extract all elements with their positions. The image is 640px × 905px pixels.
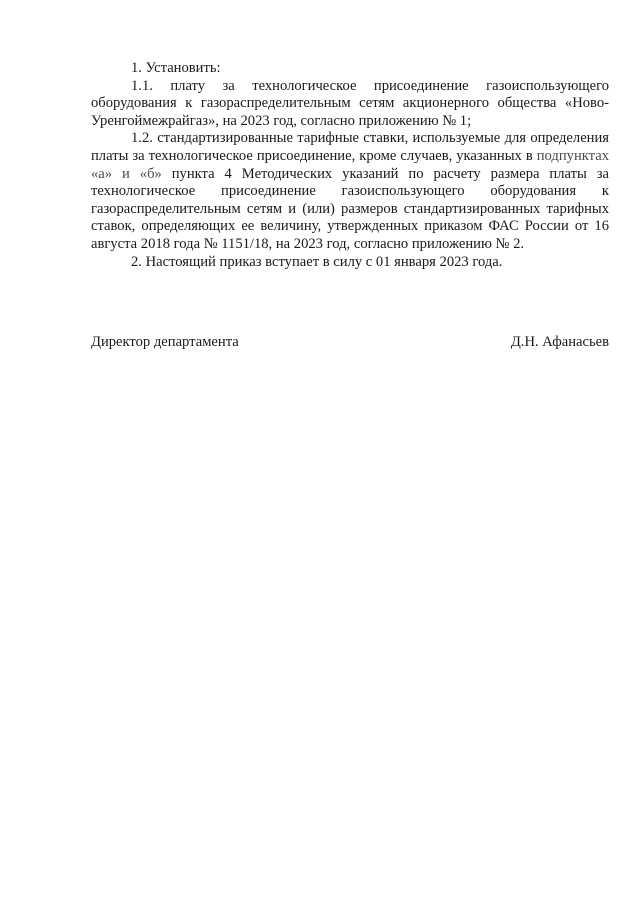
item-1-2-end: пункта 4 Методических указаний по расчету размера платы за технологическое присоединение газоиспользующего оборудования к газораспределительным сетям и (или) размеров стандартизированных тарифных ставок, определяющих ее величину, утвержденных приказом ФАС России от 16 августа 2018 года № 1151/18, на 2023 год, согласно приложению № 2. [91,165,609,252]
signatory-name: Д.Н. Афанасьев [510,334,609,350]
item-1-2-start: 1.2. стандартизированные тарифные ставки, используемые для определения платы за технологическое присоединение, кроме случаев, указанных в [91,130,609,164]
item-1: 1. Установить: [131,60,221,76]
item-1-1: 1.1. плату за технологическое присоединение газоиспользующего оборудования к газораспределительным сетям акционерного общества «Ново-Уренгоймежрайгаз», на 2023 год, согласно приложению № 1; [91,77,609,129]
item-1-2 [91,130,609,253]
order-body [91,60,609,271]
signature-block [91,334,609,352]
item-2: 2. Настоящий приказ вступает в силу с 01 января 2023 года. [131,253,503,270]
signatory-position: Директор департамента [91,334,239,350]
subparagraph-reference-link[interactable]: подпунктах «а» и «б» [91,147,609,182]
